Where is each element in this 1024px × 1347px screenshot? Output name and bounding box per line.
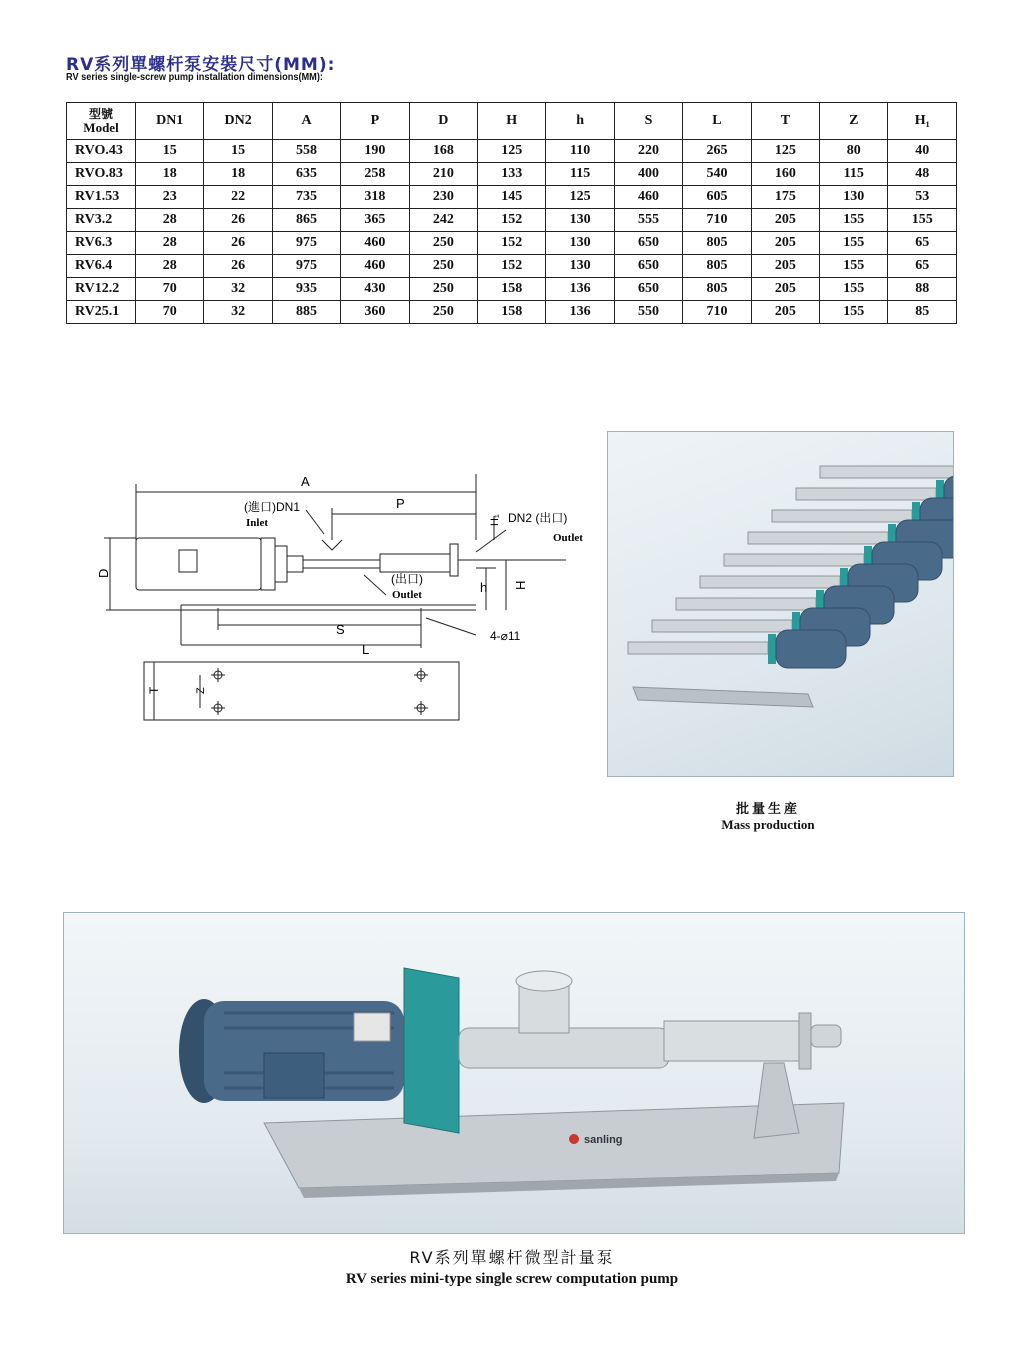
value-cell: 975: [272, 232, 340, 255]
label-h-upper: H: [513, 580, 528, 590]
value-cell: 158: [478, 278, 546, 301]
mass-production-caption-cn: 批量生産: [735, 802, 800, 817]
value-cell: 168: [409, 140, 477, 163]
value-cell: 258: [341, 163, 409, 186]
value-cell: 65: [888, 255, 957, 278]
value-cell: 130: [546, 232, 614, 255]
value-cell: 650: [614, 278, 682, 301]
value-cell: 935: [272, 278, 340, 301]
value-cell: 80: [820, 140, 888, 163]
table-header-row: [67, 103, 957, 140]
value-cell: 152: [478, 232, 546, 255]
value-cell: 805: [683, 232, 751, 255]
model-cell: RVO.43: [67, 140, 136, 163]
value-cell: 365: [341, 209, 409, 232]
value-cell: 115: [546, 163, 614, 186]
value-cell: 70: [136, 301, 204, 324]
column-header: DN2: [204, 103, 272, 140]
value-cell: 155: [820, 301, 888, 324]
value-cell: 158: [478, 301, 546, 324]
model-cell: RV1.53: [67, 186, 136, 209]
value-cell: 145: [478, 186, 546, 209]
value-cell: 152: [478, 209, 546, 232]
table-row: [67, 232, 957, 255]
table-row: [67, 209, 957, 232]
value-cell: 318: [341, 186, 409, 209]
model-header-cn: 型號: [88, 107, 113, 121]
brand-logo-icon: [569, 1134, 579, 1144]
value-cell: 136: [546, 301, 614, 324]
table-row: [67, 186, 957, 209]
label-l: L: [362, 642, 370, 657]
table-row: [67, 255, 957, 278]
column-header: Z: [820, 103, 888, 140]
value-cell: 555: [614, 209, 682, 232]
value-cell: 540: [683, 163, 751, 186]
value-cell: 18: [136, 163, 204, 186]
value-cell: 53: [888, 186, 957, 209]
value-cell: 32: [204, 278, 272, 301]
motor-flange: [404, 968, 459, 1133]
table-row: [67, 301, 957, 324]
label-h1: H₁: [489, 514, 501, 526]
value-cell: 28: [136, 255, 204, 278]
label-z: Z: [195, 687, 207, 694]
table-row: [67, 140, 957, 163]
value-cell: 250: [409, 278, 477, 301]
value-cell: 710: [683, 209, 751, 232]
page-title-en: RV series single-screw pump installation dimensions(MM):: [66, 72, 323, 83]
outlet-top-label: DN2 (出口): [508, 511, 568, 525]
model-cell: RV25.1: [67, 301, 136, 324]
label-a: A: [301, 474, 310, 489]
value-cell: 48: [888, 163, 957, 186]
value-cell: 205: [751, 301, 819, 324]
value-cell: 230: [409, 186, 477, 209]
value-cell: 205: [751, 255, 819, 278]
table-row: [67, 278, 957, 301]
column-header: h: [546, 103, 614, 140]
column-header: T: [751, 103, 819, 140]
column-header: D: [409, 103, 477, 140]
page-title-cn: RV系列單螺杆泵安裝尺寸(MM):: [66, 55, 336, 75]
column-header: L: [683, 103, 751, 140]
value-cell: 805: [683, 255, 751, 278]
table-row: [67, 163, 957, 186]
value-cell: 460: [341, 232, 409, 255]
value-cell: 125: [751, 140, 819, 163]
pump-body-outline: [303, 560, 380, 568]
value-cell: 650: [614, 255, 682, 278]
value-cell: 155: [820, 278, 888, 301]
value-cell: 28: [136, 232, 204, 255]
value-cell: 210: [409, 163, 477, 186]
model-cell: RV6.4: [67, 255, 136, 278]
value-cell: 88: [888, 278, 957, 301]
inlet-label-cn: (進口)DN1: [244, 500, 300, 514]
table-body: [67, 140, 957, 324]
label-s: S: [336, 622, 345, 637]
value-cell: 250: [409, 232, 477, 255]
pump-unit: [628, 630, 846, 668]
outlet-label-cn: (出口): [391, 572, 423, 586]
value-cell: 70: [136, 278, 204, 301]
inlet-label-en: Inlet: [246, 517, 268, 529]
value-cell: 242: [409, 209, 477, 232]
value-cell: 220: [614, 140, 682, 163]
value-cell: 205: [751, 209, 819, 232]
value-cell: 430: [341, 278, 409, 301]
model-header-en: Model: [83, 120, 119, 135]
value-cell: 360: [341, 301, 409, 324]
label-h-lower: h: [480, 580, 488, 595]
value-cell: 205: [751, 232, 819, 255]
value-cell: 26: [204, 255, 272, 278]
value-cell: 735: [272, 186, 340, 209]
value-cell: 155: [888, 209, 957, 232]
value-cell: 28: [136, 209, 204, 232]
column-header: H₁: [888, 103, 957, 140]
value-cell: 155: [820, 232, 888, 255]
model-column-header: [67, 103, 136, 140]
label-t: T: [147, 686, 161, 694]
column-header: P: [341, 103, 409, 140]
value-cell: 130: [546, 209, 614, 232]
value-cell: 250: [409, 301, 477, 324]
value-cell: 152: [478, 255, 546, 278]
outlet-label-en: Outlet: [392, 589, 422, 601]
value-cell: 160: [751, 163, 819, 186]
value-cell: 15: [204, 140, 272, 163]
value-cell: 133: [478, 163, 546, 186]
value-cell: 460: [614, 186, 682, 209]
single-pump-illustration: [64, 913, 964, 1233]
value-cell: 125: [478, 140, 546, 163]
value-cell: 125: [546, 186, 614, 209]
value-cell: 40: [888, 140, 957, 163]
model-cell: RV6.3: [67, 232, 136, 255]
stator-tube: [664, 1021, 804, 1061]
motor-outline: [136, 538, 261, 590]
value-cell: 110: [546, 140, 614, 163]
value-cell: 23: [136, 186, 204, 209]
nameplate: [354, 1013, 390, 1041]
model-cell: RV12.2: [67, 278, 136, 301]
value-cell: 805: [683, 278, 751, 301]
value-cell: 265: [683, 140, 751, 163]
value-cell: 155: [820, 255, 888, 278]
holes-label: 4-⌀11: [490, 629, 521, 643]
label-p: P: [396, 496, 405, 511]
value-cell: 155: [820, 209, 888, 232]
pump-caption-en: RV series mini-type single screw computation pump: [345, 1271, 679, 1287]
mass-production-photo: [607, 431, 954, 777]
installation-diagram: [96, 470, 596, 730]
terminal-box: [264, 1053, 324, 1098]
pump-unit: [820, 454, 953, 492]
value-cell: 85: [888, 301, 957, 324]
plan-view-outline: [144, 662, 459, 720]
pump-caption-cn: RV系列單螺杆微型計量泵: [409, 1248, 615, 1267]
dimensions-table: [66, 102, 957, 324]
value-cell: 130: [546, 255, 614, 278]
value-cell: 18: [204, 163, 272, 186]
value-cell: 136: [546, 278, 614, 301]
single-pump-photo: [63, 912, 965, 1234]
value-cell: 26: [204, 232, 272, 255]
value-cell: 400: [614, 163, 682, 186]
value-cell: 550: [614, 301, 682, 324]
value-cell: 865: [272, 209, 340, 232]
value-cell: 710: [683, 301, 751, 324]
value-cell: 15: [136, 140, 204, 163]
value-cell: 650: [614, 232, 682, 255]
column-header: DN1: [136, 103, 204, 140]
model-cell: RVO.83: [67, 163, 136, 186]
outlet-top-label-en: Outlet: [553, 532, 583, 544]
value-cell: 26: [204, 209, 272, 232]
value-cell: 205: [751, 278, 819, 301]
value-cell: 558: [272, 140, 340, 163]
value-cell: 635: [272, 163, 340, 186]
model-cell: RV3.2: [67, 209, 136, 232]
value-cell: 22: [204, 186, 272, 209]
pump-barrel: [459, 1028, 669, 1068]
brand-label: sanling: [584, 1134, 623, 1146]
column-header: H: [478, 103, 546, 140]
value-cell: 885: [272, 301, 340, 324]
value-cell: 190: [341, 140, 409, 163]
value-cell: 115: [820, 163, 888, 186]
column-header: A: [272, 103, 340, 140]
value-cell: 250: [409, 255, 477, 278]
value-cell: 175: [751, 186, 819, 209]
value-cell: 130: [820, 186, 888, 209]
value-cell: 65: [888, 232, 957, 255]
mass-production-caption-en: Mass production: [721, 817, 815, 832]
column-header: S: [614, 103, 682, 140]
value-cell: 460: [341, 255, 409, 278]
value-cell: 975: [272, 255, 340, 278]
pump-row-illustration: [608, 432, 953, 776]
outlet-port: [811, 1025, 841, 1047]
value-cell: 605: [683, 186, 751, 209]
label-d: D: [96, 568, 111, 578]
value-cell: 32: [204, 301, 272, 324]
